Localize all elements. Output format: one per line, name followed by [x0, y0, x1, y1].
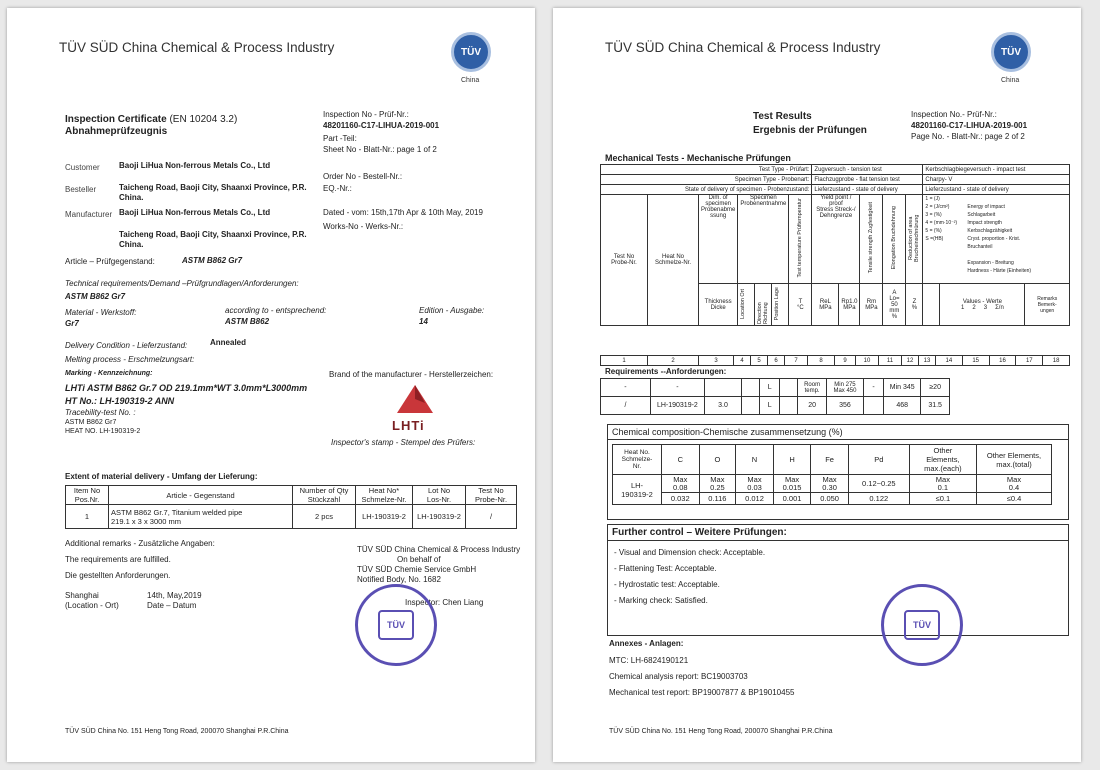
requirements-table: [600, 378, 950, 415]
extent-table: [65, 485, 517, 529]
extent-header: Test No Probe-Nr.: [466, 486, 517, 505]
chem-value: 0.032: [662, 493, 700, 505]
remarks-label: Additional remarks - Zusätzliche Angaben:: [65, 539, 215, 548]
material-value: Gr7: [65, 319, 79, 328]
works-label: Works-No - Werks-Nr.:: [323, 222, 404, 231]
behalf-line-1: TÜV SÜD China Chemical & Process Industry: [357, 545, 521, 554]
logo-text: TÜV: [1001, 46, 1021, 58]
test-type-value: Zugversuch - tension test: [812, 165, 923, 175]
behalf-line-2: On behalf of: [397, 555, 441, 564]
col-T: T °C: [789, 284, 812, 326]
col-num: 18: [1043, 356, 1070, 366]
chem-max: 0.12~0.25: [848, 475, 909, 493]
mechanical-title: Mechanical Tests - Mechanische Prüfungen: [605, 153, 791, 163]
req-cell: ≥20: [921, 379, 950, 397]
inspection-number: 48201160-C17-LIHUA-2019-001: [911, 121, 1028, 130]
req-cell: Room temp.: [798, 379, 827, 397]
chem-value: ≤0.4: [977, 493, 1052, 505]
customer-label: Customer: [65, 163, 100, 172]
tuv-seal-stamp-icon: [355, 584, 437, 666]
besteller-label: Besteller: [65, 185, 97, 194]
chem-header: Other Elements, max.(each): [909, 445, 976, 475]
annex-item: Chemical analysis report: BC19003703: [609, 672, 748, 681]
col-thickness: Thickness Dicke: [699, 284, 738, 326]
col-rel: ReL MPa: [812, 284, 839, 326]
col-num: 8: [808, 356, 835, 366]
result-cell: LH-190319-2: [650, 397, 704, 415]
chem-header: O: [699, 445, 736, 475]
col-values: Values - Werte 1 2 3 Σ/n: [940, 284, 1025, 326]
impact-test: Kerbschlagbiegeversuch - impact test: [923, 165, 1070, 175]
state-value-impact: Lieferzustand - state of delivery: [923, 185, 1070, 195]
req-cell: -: [650, 379, 704, 397]
further-control-title: Further control – Weitere Prüfungen:: [608, 525, 1068, 541]
further-control-section: [607, 524, 1069, 636]
result-cell: [780, 397, 798, 415]
according-value: ASTM B862: [225, 317, 270, 326]
order-label: Order No - Bestell-Nr.:: [323, 172, 403, 181]
material-label: Material - Werkstoff:: [65, 308, 137, 317]
brand-logo-text: LHTi: [392, 418, 425, 433]
state-value: Lieferzustand - state of delivery: [812, 185, 923, 195]
result-cell: 20: [798, 397, 827, 415]
certificate-page-1: [7, 8, 535, 762]
logo-text: TÜV: [461, 46, 481, 58]
annex-item: MTC: LH-6824190121: [609, 656, 689, 665]
col-num: 13: [919, 356, 936, 366]
mechanical-tests-table: [600, 164, 1070, 326]
trace-line-2: HEAT NO. LH-190319-2: [65, 428, 141, 435]
col-num: 6: [768, 356, 785, 366]
page-footer: TÜV SÜD China No. 151 Heng Tong Road, 200070 Shanghai P.R.China: [65, 728, 289, 735]
req-cell: Min 345: [884, 379, 921, 397]
tuv-logo-icon: [991, 32, 1031, 72]
col-z: Z %: [906, 284, 923, 326]
extent-cell: /: [466, 505, 517, 529]
chem-max: Max 0.015: [773, 475, 811, 493]
specimen-type-label: Specimen Type - Probenart:: [601, 175, 812, 185]
further-control-item: - Hydrostatic test: Acceptable.: [614, 580, 720, 589]
col-num: 11: [879, 356, 902, 366]
chem-max: Max 0.1: [909, 475, 976, 493]
extent-cell: 2 pcs: [293, 505, 356, 529]
further-control-list: [608, 541, 1068, 613]
manufacturer-label: Manufacturer: [65, 210, 113, 219]
date-value: 14th, May,2019: [147, 591, 202, 600]
logo-caption: China: [1001, 77, 1020, 84]
inspection-number: 48201160-C17-LIHUA-2019-001: [323, 121, 440, 130]
col-num: 15: [962, 356, 989, 366]
chem-max: Max 0.25: [699, 475, 736, 493]
date-label: Date – Datum: [147, 601, 197, 610]
col-yield: Yield point / proof Stress Streck-/ Dehngrenze: [812, 195, 860, 284]
stamp-text: TÜV: [378, 610, 414, 640]
manufacturer-address: Taicheng Road, Baoji City, Shaanxi Province, P.R.: [119, 230, 307, 239]
chem-max: Max 0.03: [736, 475, 774, 493]
logo-caption: China: [461, 77, 480, 84]
trace-line-1: ASTM B862 Gr7: [65, 419, 117, 426]
specimen-type-value: Flachzugprobe - flat tension test: [812, 175, 923, 185]
location-label: (Location - Ort): [65, 601, 119, 610]
chemical-title: Chemical composition-Chemische zusammensetzung (%): [608, 425, 1068, 440]
certificate-title: Inspection Certificate (EN 10204 3.2): [65, 114, 238, 125]
extent-header: Number of Qty Stückzahl: [293, 486, 356, 505]
state-label: State of delivery of specimen - Probenzustand:: [601, 185, 812, 195]
charpy-value: Charpy- V: [923, 175, 1070, 185]
chem-header: Fe: [811, 445, 849, 475]
req-cell: [780, 379, 798, 397]
customer-address-2: China.: [119, 193, 144, 202]
chem-header: Pd: [848, 445, 909, 475]
req-cell: [742, 379, 760, 397]
result-cell: /: [601, 397, 651, 415]
behalf-line-3: TÜV SÜD Chemie Service GmbH: [357, 565, 477, 574]
col-remarks: Remarks Bemerk- ungen: [1025, 284, 1070, 326]
result-cell: L: [760, 397, 780, 415]
article-value: ASTM B862 Gr7: [182, 256, 243, 265]
col-rm: Rm MPa: [860, 284, 883, 326]
col-num: 14: [936, 356, 963, 366]
chem-value: 0.001: [773, 493, 811, 505]
extent-header: Article - Gegenstand: [109, 486, 293, 505]
result-cell: [864, 397, 884, 415]
req-cell: [704, 379, 741, 397]
customer-address: Taicheng Road, Baoji City, Shaanxi Province, P.R.: [119, 183, 307, 192]
col-position: Position Lage: [772, 284, 789, 326]
brand-label: Brand of the manufacturer - Herstellerzeichen:: [329, 370, 494, 379]
col-reduction: Reduction of area Brucheinschnürung: [906, 195, 923, 284]
result-cell: 3.0: [704, 397, 741, 415]
col-num: 1: [601, 356, 648, 366]
result-cell: 356: [826, 397, 863, 415]
chem-value: 0.050: [811, 493, 849, 505]
inspection-label: Inspection No - Prüf-Nr.:: [323, 110, 409, 119]
col-tensile: Tensile strength Zugfestigkeit: [860, 195, 883, 284]
remarks-line-2: Die gestellten Anforderungen.: [65, 571, 171, 580]
article-label: Article – Prüfgegenstand:: [65, 257, 155, 266]
impact-legend: 1 = (J) 2 = (J/cm²) 3 = (%) 4 = (mm·10⁻²) 5 = (%) S =(HB) Energy of impact Schlagarbeit Impact strength Kerbschlagzähigkeit Cryst. proportion - Krist. Bruchanteil Expansion - Breitung Hardness - Härte (Einheiten): [923, 195, 1070, 284]
company-header: TÜV SÜD China Chemical & Process Industry: [59, 40, 335, 55]
tuv-logo-icon: [451, 32, 491, 72]
result-cell: [742, 397, 760, 415]
page-number: Page No. - Blatt-Nr.: page 2 of 2: [911, 132, 1025, 141]
col-direction: Direction Richtung: [755, 284, 772, 326]
further-control-item: - Flattening Test: Acceptable.: [614, 564, 717, 573]
eq-label: EQ.-Nr.:: [323, 184, 352, 193]
col-num: 7: [785, 356, 808, 366]
chem-value: 0.012: [736, 493, 774, 505]
req-cell: -: [864, 379, 884, 397]
col-num: 16: [989, 356, 1016, 366]
extent-cell: LH-190319-2: [356, 505, 413, 529]
delivery-value: Annealed: [210, 338, 247, 347]
chem-value: 0.116: [699, 493, 736, 505]
further-control-item: - Marking check: Satisfied.: [614, 596, 708, 605]
chem-value: 0.122: [848, 493, 909, 505]
edition-value: 14: [419, 317, 428, 326]
extent-header: Heat No* Schmelze-Nr.: [356, 486, 413, 505]
chem-header: C: [662, 445, 700, 475]
sheet-label: Sheet No - Blatt-Nr.: page 1 of 2: [323, 145, 437, 154]
col-num: 4: [734, 356, 751, 366]
col-num: 5: [751, 356, 768, 366]
location-value: Shanghai: [65, 591, 99, 600]
col-test-no: Test No Probe-Nr.: [601, 195, 648, 326]
inspection-label: Inspection No.- Prüf-Nr.:: [911, 110, 997, 119]
results-title: Test Results: [753, 111, 812, 122]
annexes-title: Annexes - Anlagen:: [609, 639, 684, 648]
test-type-label: Test Type - Prüfart:: [601, 165, 812, 175]
trace-label: Tracebility-test No. :: [65, 408, 136, 417]
stamp-text: TÜV: [904, 610, 940, 640]
delivery-label: Delivery Condition - Lieferzustand:: [65, 341, 188, 350]
lhti-brand-logo-icon: [385, 383, 445, 419]
chemical-section: [607, 424, 1069, 520]
col-blank: [923, 284, 940, 326]
dated-label: Dated - vom: 15th,17th Apr & 10th May, 2019: [323, 208, 483, 217]
col-num: 12: [902, 356, 919, 366]
extent-header: Lot No Los-Nr.: [413, 486, 466, 505]
chem-header: Other Elements, max.(total): [977, 445, 1052, 475]
col-num: 3: [699, 356, 734, 366]
manufacturer-address-2: China.: [119, 240, 144, 249]
chemical-table: [612, 444, 1052, 505]
marking-line-2: HT No.: LH-190319-2 ANN: [65, 396, 175, 406]
col-num: 9: [835, 356, 856, 366]
chem-header: N: [736, 445, 774, 475]
behalf-line-4: Notified Body, No. 1682: [357, 575, 441, 584]
marking-label: Marking - Kennzeichnung:: [65, 370, 153, 377]
result-cell: 468: [884, 397, 921, 415]
req-cell: Min 275 Max 450: [826, 379, 863, 397]
melting-label: Melting process - Erschmelzungsart:: [65, 355, 195, 364]
col-rp: Rp1.0 MPa: [839, 284, 860, 326]
company-header: TÜV SÜD China Chemical & Process Industry: [605, 40, 881, 55]
extent-cell: LH-190319-2: [413, 505, 466, 529]
chem-max: Max 0.30: [811, 475, 849, 493]
extent-header: Item No Pos.Nr.: [66, 486, 109, 505]
chem-max: Max 0.08: [662, 475, 700, 493]
customer-value: Baoji LiHua Non-ferrous Metals Co., Ltd: [119, 161, 271, 170]
col-heat-no: Heat No Schmelze-Nr.: [648, 195, 699, 326]
col-specimen: Specimen Probenentnahme: [738, 195, 789, 284]
col-elongation: Elongation Bruchdehnung: [883, 195, 906, 284]
manufacturer-value: Baoji LiHua Non-ferrous Metals Co., Ltd: [119, 208, 271, 217]
col-a: A Lo= 50 mm %: [883, 284, 906, 326]
req-cell: L: [760, 379, 780, 397]
tuv-seal-stamp-icon: [881, 584, 963, 666]
technical-label: Technical requirements/Demand –Prüfgrundlagen/Anforderungen:: [65, 279, 299, 288]
col-num: 10: [856, 356, 879, 366]
remarks-line-1: The requirements are fulfilled.: [65, 555, 171, 564]
further-control-item: - Visual and Dimension check: Acceptable.: [614, 548, 766, 557]
technical-value: ASTM B862 Gr7: [65, 292, 126, 301]
column-number-row: [600, 355, 1070, 366]
col-temperature: Test temperature Prüftemperatur: [789, 195, 812, 284]
chem-heat-no: LH- 190319-2: [613, 475, 662, 505]
col-location: Location Ort: [738, 284, 755, 326]
inspector-name: Inspector: Chen Liang: [405, 598, 484, 607]
chem-value: ≤0.1: [909, 493, 976, 505]
chem-header: H: [773, 445, 811, 475]
page-footer: TÜV SÜD China No. 151 Heng Tong Road, 200070 Shanghai P.R.China: [609, 728, 833, 735]
marking-line-1: LHTi ASTM B862 Gr.7 OD 219.1mm*WT 3.0mm*L3000mm: [65, 383, 308, 393]
results-title-de: Ergebnis der Prüfungen: [753, 125, 867, 136]
edition-label: Edition - Ausgabe:: [419, 306, 485, 315]
extent-cell: ASTM B862 Gr.7, Titanium welded pipe 219.1 x 3 x 3000 mm: [109, 505, 293, 529]
certificate-page-2: [553, 8, 1081, 762]
extent-title: Extent of material delivery - Umfang der Lieferung:: [65, 472, 258, 481]
chem-header: Heat No. Schmelze- Nr.: [613, 445, 662, 475]
requirements-label: Requirements --Anforderungen:: [605, 367, 727, 376]
result-cell: 31.5: [921, 397, 950, 415]
according-label: according to - entsprechend:: [225, 306, 327, 315]
col-num: 2: [648, 356, 699, 366]
extent-cell: 1: [66, 505, 109, 529]
chem-max: Max 0.4: [977, 475, 1052, 493]
part-label: Part -Teil:: [323, 134, 357, 143]
col-num: 17: [1016, 356, 1043, 366]
annex-item: Mechanical test report: BP19007877 & BP19010455: [609, 688, 795, 697]
inspector-stamp-label: Inspector's stamp - Stempel des Prüfers:: [331, 438, 476, 447]
req-cell: -: [601, 379, 651, 397]
col-dimension: Dim. of specimen Probenabme ssung: [699, 195, 738, 284]
certificate-title-de: Abnahmeprüfzeugnis: [65, 126, 168, 137]
